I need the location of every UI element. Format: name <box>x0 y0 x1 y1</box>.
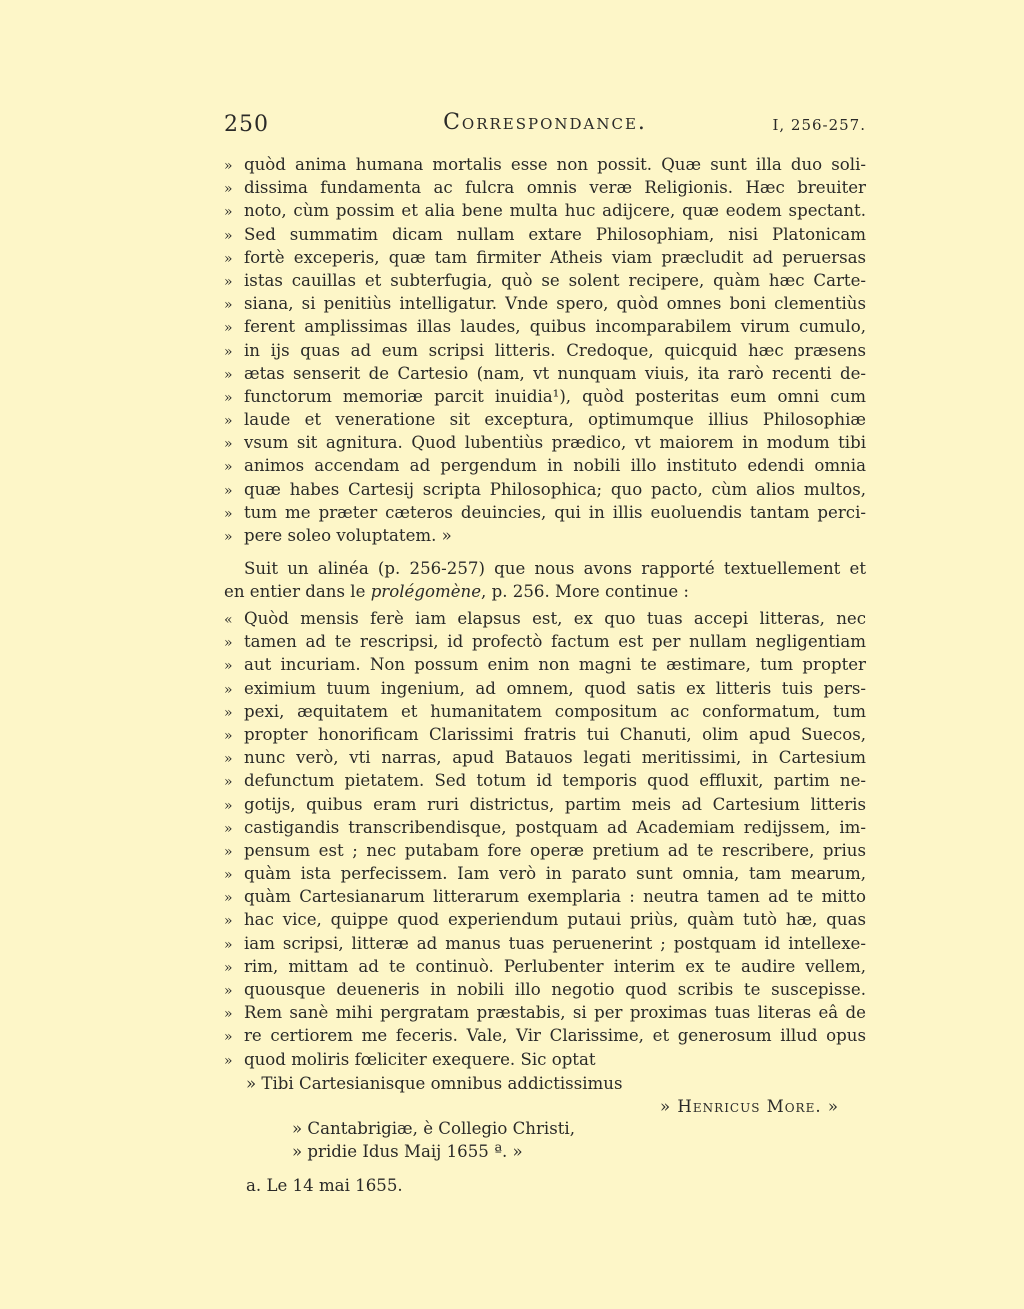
line-text: hac vice, quippe quod experiendum putaui priùs, quàm tutò hæ, quas <box>244 910 866 930</box>
quote-mark: » <box>224 959 233 976</box>
quote-line <box>224 176 866 199</box>
line-text: gotijs, quibus eram ruri districtus, partim meis ad Cartesium litteris <box>244 794 866 814</box>
quote-mark: » <box>224 635 233 652</box>
quote-line <box>224 862 866 885</box>
line-text: dissima fundamenta ac fulcra omnis veræ Religionis. Hæc breuiter <box>244 178 866 198</box>
quote-mark: » <box>224 320 233 337</box>
quote-mark: » <box>224 297 233 314</box>
quote-line <box>224 408 866 431</box>
quote-mark: » <box>224 459 233 476</box>
closing-line: » Tibi Cartesianisque omnibus addictissimus <box>246 1074 623 1093</box>
line-text: quod moliris fœliciter exequere. Sic optat <box>244 1049 596 1069</box>
closing-place: » Cantabrigiæ, è Collegio Christi, <box>292 1119 576 1138</box>
line-text: nunc verò, vti narras, apud Batauos legati meritissimi, in Cartesium <box>244 748 866 768</box>
line-text: vsum sit agnitura. Quod lubentiùs prædico, vt maiorem in modum tibi <box>244 433 866 453</box>
paragraph-line: Suit un alinéa (p. 256-257) que nous avons rapporté textuellement et <box>244 559 866 578</box>
quote-mark: » <box>224 867 233 884</box>
footnote: a. Le 14 mai 1655. <box>246 1176 403 1195</box>
quote-line <box>224 653 866 676</box>
line-text: quàm ista perfecissem. Iam verò in parato sunt omnia, tam mearum, <box>244 864 866 884</box>
quote-line <box>224 478 866 501</box>
quote-mark: » <box>224 727 233 744</box>
quote-mark: » <box>224 529 233 545</box>
quote-line <box>224 246 866 269</box>
line-text: defunctum pietatem. Sed totum id temporis quod effluxit, partim ne- <box>244 771 866 791</box>
quote-line <box>224 1048 866 1071</box>
quote-mark: » <box>224 413 233 430</box>
quote-line <box>224 1001 866 1024</box>
signature: » Henricus More. » <box>660 1097 840 1116</box>
quote-mark: » <box>224 751 233 768</box>
line-text: propter honorificam Clarissimi fratris tui Chanuti, olim apud Suecos, <box>244 724 866 744</box>
quote-mark: » <box>224 181 233 198</box>
line-text: rim, mittam ad te continuò. Perlubenter interim ex te audire vellem, <box>244 956 866 976</box>
line-text: noto, cùm possim et alia bene multa huc adijcere, quæ eodem spectant. <box>244 201 866 221</box>
quote-mark: » <box>224 436 233 453</box>
quote-line <box>224 816 866 839</box>
page-number: 250 <box>224 112 269 137</box>
quote-line <box>224 839 866 862</box>
line-text: quousque deueneris in nobili illo negotio quod scribis te suscepisse. <box>244 980 866 999</box>
line-text: quòd anima humana mortalis esse non possit. Quæ sunt illa duo soli- <box>244 155 866 174</box>
quote-mark: » <box>224 273 233 290</box>
line-text: tum me præter cæteros deuincies, qui in illis euoluendis tantam perci- <box>244 502 866 522</box>
quote-mark: » <box>224 1052 233 1069</box>
quote-line <box>224 362 866 385</box>
line-text: iam scripsi, litteræ ad manus tuas peruenerint ; postquam id intellexe- <box>244 933 866 953</box>
line-text: pexi, æquitatem et humanitatem compositum ac conformatum, tum <box>244 701 866 721</box>
quote-mark: » <box>224 890 233 907</box>
quote-line <box>224 199 866 222</box>
quote-line <box>224 454 866 477</box>
quote-line <box>224 932 866 955</box>
quote-line <box>224 700 866 723</box>
quote-mark: » <box>224 843 233 860</box>
line-text: eximium tuum ingenium, ad omnem, quod satis ex litteris tuis pers- <box>244 678 866 698</box>
quote-line <box>224 385 866 408</box>
quote-mark: » <box>224 389 233 406</box>
french-paragraph <box>224 557 866 603</box>
quote-mark: » <box>224 704 233 721</box>
quote-mark: » <box>224 913 233 930</box>
quote-mark: » <box>224 820 233 837</box>
latin-quote-block-1 <box>224 153 866 547</box>
line-text: in ijs quas ad eum scripsi litteris. Credoque, quicquid hæc præsens <box>244 340 866 360</box>
quote-mark: » <box>224 658 233 675</box>
quote-mark: » <box>224 158 233 174</box>
quote-line <box>224 607 866 630</box>
quote-line <box>224 955 866 978</box>
running-head <box>224 112 866 140</box>
quote-mark: » <box>224 1006 233 1023</box>
quote-mark: » <box>224 505 233 522</box>
page-reference: I, 256-257. <box>772 116 866 134</box>
line-text: ætas senserit de Cartesio (nam, vt nunquam viuis, ita rarò recenti de- <box>244 363 866 383</box>
quote-mark: » <box>224 482 233 499</box>
quote-mark: » <box>224 227 233 244</box>
line-text: tamen ad te rescripsi, id profectò factum est per nullam negligentiam <box>244 632 866 652</box>
quote-mark: » <box>224 983 233 999</box>
line-text: istas cauillas et subterfugia, quò se solent recipere, quàm hæc Carte- <box>244 270 866 290</box>
line-text: functorum memoriæ parcit inuidia¹), quòd posteritas eum omni cum <box>244 386 866 406</box>
quote-line <box>224 885 866 908</box>
quote-line <box>224 677 866 700</box>
quote-line <box>224 223 866 246</box>
latin-quote-block-2 <box>224 607 866 1071</box>
quote-line <box>224 524 866 547</box>
quote-line <box>224 908 866 931</box>
quote-mark: » <box>224 343 233 360</box>
line-text: aut incuriam. Non possum enim non magni te æstimare, tum propter <box>244 655 866 675</box>
quote-line <box>224 978 866 1001</box>
line-text: pere soleo voluptatem. » <box>244 526 452 545</box>
quote-line <box>224 292 866 315</box>
quote-mark: » <box>224 366 233 383</box>
emphasis-text: prolégomène <box>370 582 482 602</box>
quote-line <box>224 431 866 454</box>
quote-line <box>224 315 866 338</box>
line-text: re certiorem me feceris. Vale, Vir Clarissime, et generosum illud opus <box>244 1026 866 1046</box>
page-title: Correspondance. <box>443 110 647 135</box>
quote-line <box>224 746 866 769</box>
line-text: quæ habes Cartesij scripta Philosophica; quo pacto, cùm alios multos, <box>244 479 866 499</box>
quote-line <box>224 153 866 176</box>
quote-mark: » <box>224 681 233 698</box>
quote-line <box>224 793 866 816</box>
line-text: ferent amplissimas illas laudes, quibus incomparabilem virum cumulo, <box>244 317 866 337</box>
line-text: animos accendam ad pergendum in nobili illo instituto edendi omnia <box>244 456 866 476</box>
quote-line <box>224 769 866 792</box>
paragraph-line: en entier dans le prolégomène, p. 256. More continue : <box>224 582 690 602</box>
line-text: quàm Cartesianarum litterarum exemplaria : neutra tamen ad te mitto <box>244 887 866 907</box>
line-text: siana, si penitiùs intelligatur. Vnde spero, quòd omnes boni clementiùs <box>244 294 866 314</box>
quote-mark: « <box>224 612 233 628</box>
line-text: castigandis transcribendisque, postquam ad Academiam redijssem, im- <box>244 817 866 837</box>
quote-mark: » <box>224 936 233 953</box>
line-text: Quòd mensis ferè iam elapsus est, ex quo tuas accepi litteras, nec <box>244 609 866 628</box>
line-text: Sed summatim dicam nullam extare Philosophiam, nisi Platonicam <box>244 224 866 244</box>
quote-line <box>224 501 866 524</box>
line-text: laude et veneratione sit exceptura, optimumque illius Philosophiæ <box>244 410 866 430</box>
line-text: fortè exceperis, quæ tam firmiter Atheis viam præcludit ad peruersas <box>244 247 866 267</box>
quote-line <box>224 1024 866 1047</box>
line-text: pensum est ; nec putabam fore operæ pretium ad te rescribere, prius <box>244 840 866 860</box>
quote-mark: » <box>224 797 233 814</box>
quote-mark: » <box>224 774 233 791</box>
quote-line <box>224 269 866 292</box>
quote-line <box>224 723 866 746</box>
closing-date: » pridie Idus Maij 1655 ª. » <box>292 1142 523 1161</box>
line-text: Rem sanè mihi pergratam præstabis, si per proximas tuas literas eâ de <box>244 1003 866 1023</box>
quote-line <box>224 630 866 653</box>
quote-mark: » <box>224 1029 233 1046</box>
quote-mark: » <box>224 250 233 267</box>
quote-line <box>224 339 866 362</box>
quote-mark: » <box>224 204 233 221</box>
